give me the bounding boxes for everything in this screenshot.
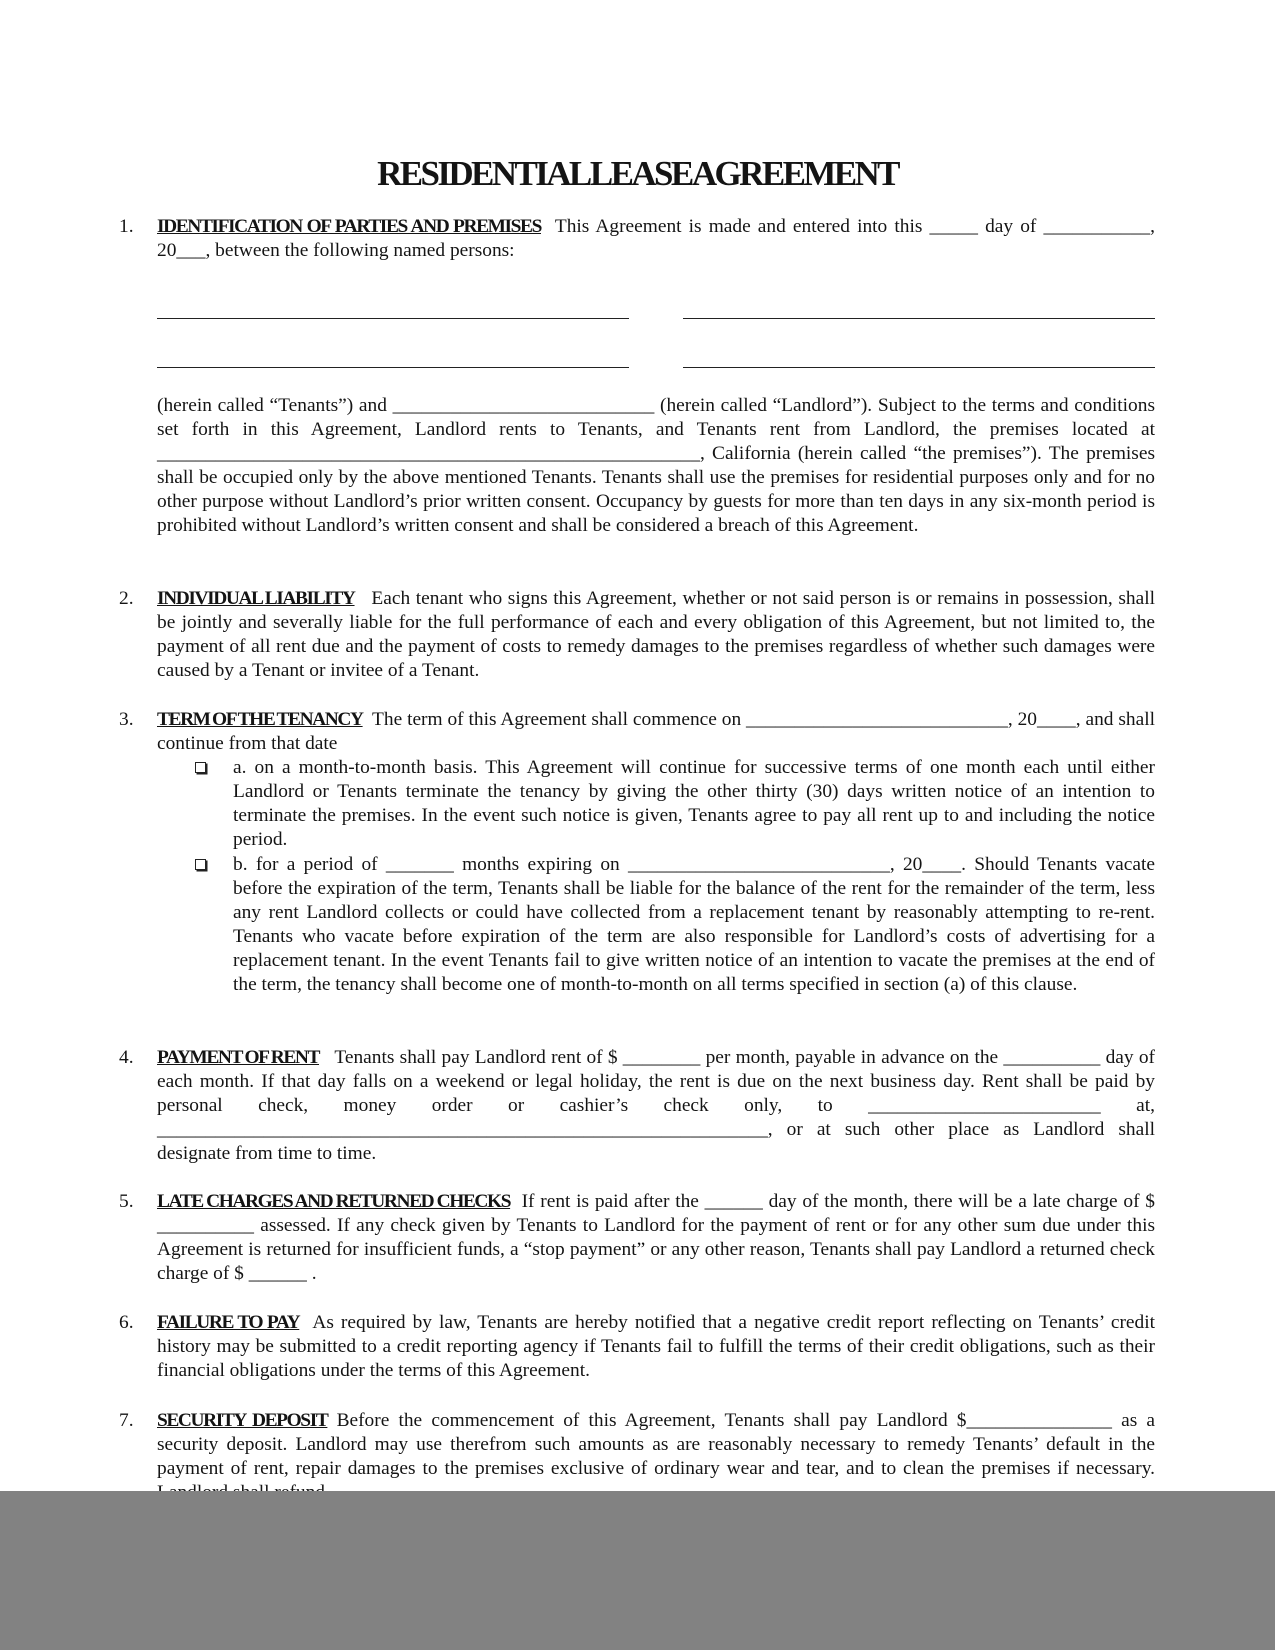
section-number: 1. [119, 216, 134, 237]
tenant-name-line[interactable] [157, 367, 629, 368]
section-number: 6. [119, 1312, 134, 1333]
section-body [157, 708, 1155, 756]
section-text: Each tenant who signs this Agreement, whether or not said person is or remains in possession, shall be jointly and severally liable for the full performance of each and every obligation of this Agreement, but not limited to, the payment of all rent due and the payment of costs to remedy damages to the premises regardless of whether such damages were caused by a Tenant or invitee of a Tenant. [157, 588, 1156, 682]
tenant-name-line[interactable] [683, 367, 1155, 368]
month-to-month-checkbox[interactable] [195, 762, 206, 773]
option-text: a. on a month-to-month basis. This Agreement will continue for successive terms of one month each until either Landlord or Tenants terminate the tenancy by giving the other thirty (30) days written notice of an intention to terminate the premises. In the event such notice is given, Tenants agree to pay all rent up to and including the notice period. [233, 757, 1155, 851]
section-text: If rent is paid after the ______ day of the month, there will be a late charge of $ __________ assessed. If any check given by Tenants to Landlord for the payment of rent or for any other sum due under this Agreement is returned for insufficient funds, a “stop payment” or any other reason, Tenants shall pay Landlord a returned check charge of $ ______ . [157, 1191, 1155, 1285]
section-body [157, 1311, 1155, 1383]
section-number: 4. [119, 1047, 134, 1068]
section-heading: TERM OF THE TENANCY [157, 709, 363, 730]
section-body [157, 215, 1155, 263]
option-text: b. for a period of _______ months expiring on ___________________________, 20____. Should Tenants vacate before the expiration of the term, Tenants shall be liable for the balance of the rent for the remainder of the term, less any rent Landlord collects or could have collected from a replacement tenant by reasonably attempting to re-rent. Tenants who vacate before expiration of the term are also responsible for Landlord’s costs of advertising for a replacement tenant. In the event Tenants fail to give written notice of an intention to vacate the premises at the end of the term, the tenancy shall become one of month-to-month on all terms specified in section (a) of this clause. [233, 854, 1155, 996]
section-heading: SECURITY DEPOSIT [157, 1410, 328, 1431]
section-text: The term of this Agreement shall commence on ___________________________, 20____, and shall continue from that date [157, 709, 1155, 755]
section-heading: PAYMENT OF RENT [157, 1047, 320, 1068]
tenant-name-line[interactable] [683, 318, 1155, 319]
section-heading: INDIVIDUAL LIABILITY [157, 588, 355, 609]
section-text: (herein called “Tenants”) and ___________________________ (herein called “Landlord”). Subject to the terms and conditions set forth in this Agreement, Landlord rents to Tenants, and Tenants rent from Landlord, the premises located at ________________________________________________________, California (herein called “the premises”). The premises shall be occupied only by the above mentioned Tenants. Tenants shall use the premises for residential purposes only and for no other purpose without Landlord’s prior written consent. Occupancy by guests for more than ten days in any six-month period is prohibited without Landlord’s written consent and shall be considered a breach of this Agreement. [157, 395, 1155, 537]
section-text: This Agreement is made and entered into this _____ day of ___________, 20___, between the following named persons: [157, 216, 1155, 262]
section-heading: LATE CHARGES AND RETURNED CHECKS [157, 1191, 511, 1212]
tenant-name-line[interactable] [157, 318, 629, 319]
section-number: 7. [119, 1410, 134, 1431]
section-body [157, 1190, 1155, 1286]
section-text: As required by law, Tenants are hereby notified that a negative credit report reflecting on Tenants’ credit history may be submitted to a credit reporting agency if Tenants fail to fulfill the terms of their credit obligations, such as their financial obligations under the terms of this Agreement. [157, 1312, 1156, 1382]
section-body [157, 1046, 1155, 1166]
section-heading: FAILURE TO PAY [157, 1312, 300, 1333]
section-number: 2. [119, 588, 134, 609]
viewer-overlay-bar [0, 1491, 1275, 1650]
fixed-term-checkbox[interactable] [195, 859, 206, 870]
section-body [157, 587, 1155, 683]
section-text: Tenants shall pay Landlord rent of $ ________ per month, payable in advance on the __________ day of each month. If that day falls on a weekend or legal holiday, the rent is due on the next business day. Rent shall be paid by personal check, money order or cashier’s check only, to ________________________ at, _______________________________________________________________, or at such other place as Landlord shall designate from time to time. [157, 1047, 1155, 1165]
section-number: 3. [119, 709, 134, 730]
document-title: RESIDENTIAL LEASE AGREEMENT [377, 154, 898, 193]
section-heading: IDENTIFICATION OF PARTIES AND PREMISES [157, 216, 541, 237]
section-text: Before the commencement of this Agreement, Tenants shall pay Landlord $_______________ as a security deposit. Landlord may use therefrom such amounts as are reasonably necessary to remedy Tenants’ default in the payment of rent, repair damages to the premises exclusive of ordinary wear and tear, and to clean the premises if necessary. [157, 1410, 1156, 1480]
section-number: 5. [119, 1191, 134, 1212]
